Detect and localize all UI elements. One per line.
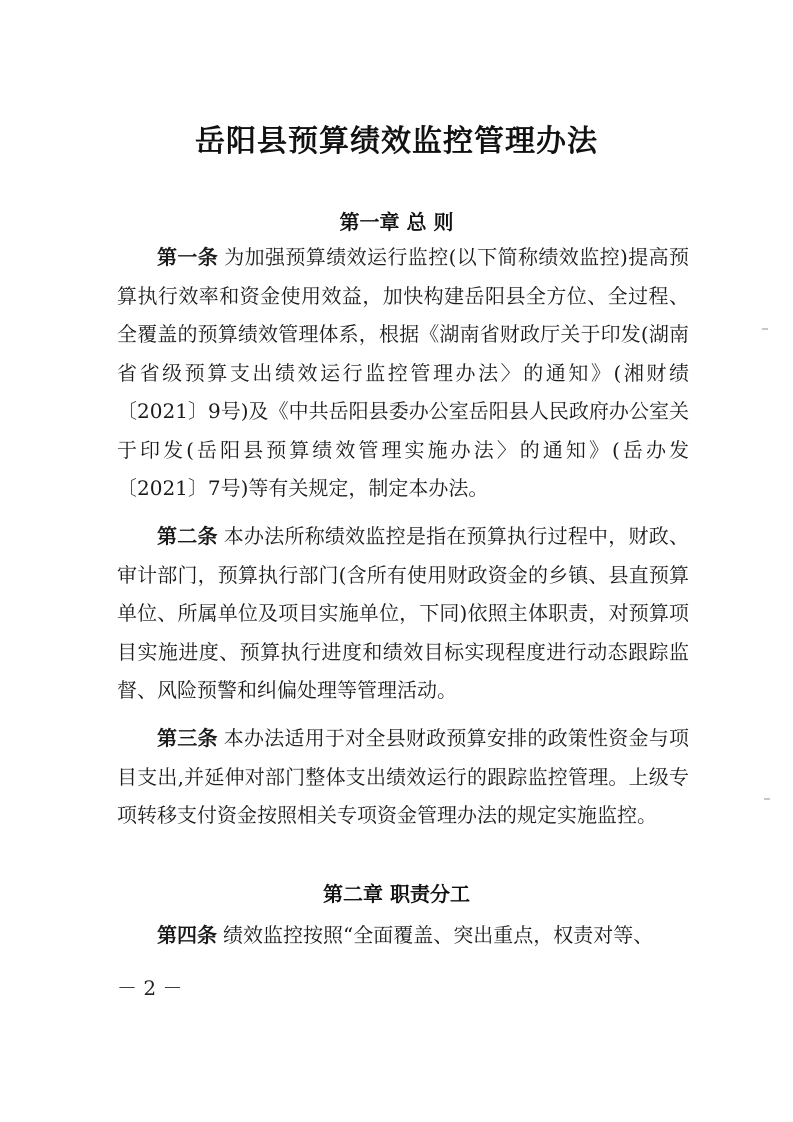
page-number: － 2 － (117, 976, 183, 1000)
article-3 (117, 719, 689, 835)
article-2-lead: 第二条 (157, 524, 218, 548)
article-4 (117, 916, 689, 955)
document-title: 岳阳县预算绩效监控管理办法 (195, 124, 598, 159)
article-2-text: 本办法所称绩效监控是指在预算执行过程中，财政、审计部门，预算执行部门(含所有使用财政资金的乡镇、县直预算单位、所属单位及项目实施单位，下同)依照主体职责，对预算项目实施进度、预算执行进度和绩效目标实现程度进行动态跟踪监督、风险预警和纠偏处理等管理活动。 (117, 524, 690, 702)
article-1-lead: 第一条 (157, 245, 219, 269)
article-4-lead: 第四条 (157, 923, 217, 947)
chapter-heading-general: 第一章 总 则 (339, 210, 454, 234)
article-2 (117, 517, 689, 710)
article-4-text: 绩效监控按照“全面覆盖、突出重点，权责对等、 (223, 923, 654, 947)
scan-mark (762, 328, 768, 330)
chapter-heading-duties: 第二章 职责分工 (323, 882, 470, 906)
article-3-text: 本办法适用于对全县财政预算安排的政策性资金与项目支出,并延伸对部门整体支出绩效运行的跟踪监控管理。上级专项转移支付资金按照相关专项资金管理办法的规定实施监控。 (117, 726, 690, 827)
article-3-lead: 第三条 (157, 726, 218, 750)
article-1-text: 为加强预算绩效运行监控(以下简称绩效监控)提高预算执行效率和资金使用效益，加快构建岳阳县全方位、全过程、全覆盖的预算绩效管理体系，根据《湖南省财政厅关于印发(湖南省省级预算支出绩效运行监控管理办法〉的通知》(湘财绩〔2021〕9号)及《中共岳阳县委办公室岳阳县人民政府办公室关于印发(岳阳县预算绩效管理实施办法〉的通知》(岳办发〔2021〕7号)等有关规定，制定本办法。 (117, 245, 689, 500)
scan-mark (764, 798, 770, 800)
article-1 (117, 238, 689, 508)
